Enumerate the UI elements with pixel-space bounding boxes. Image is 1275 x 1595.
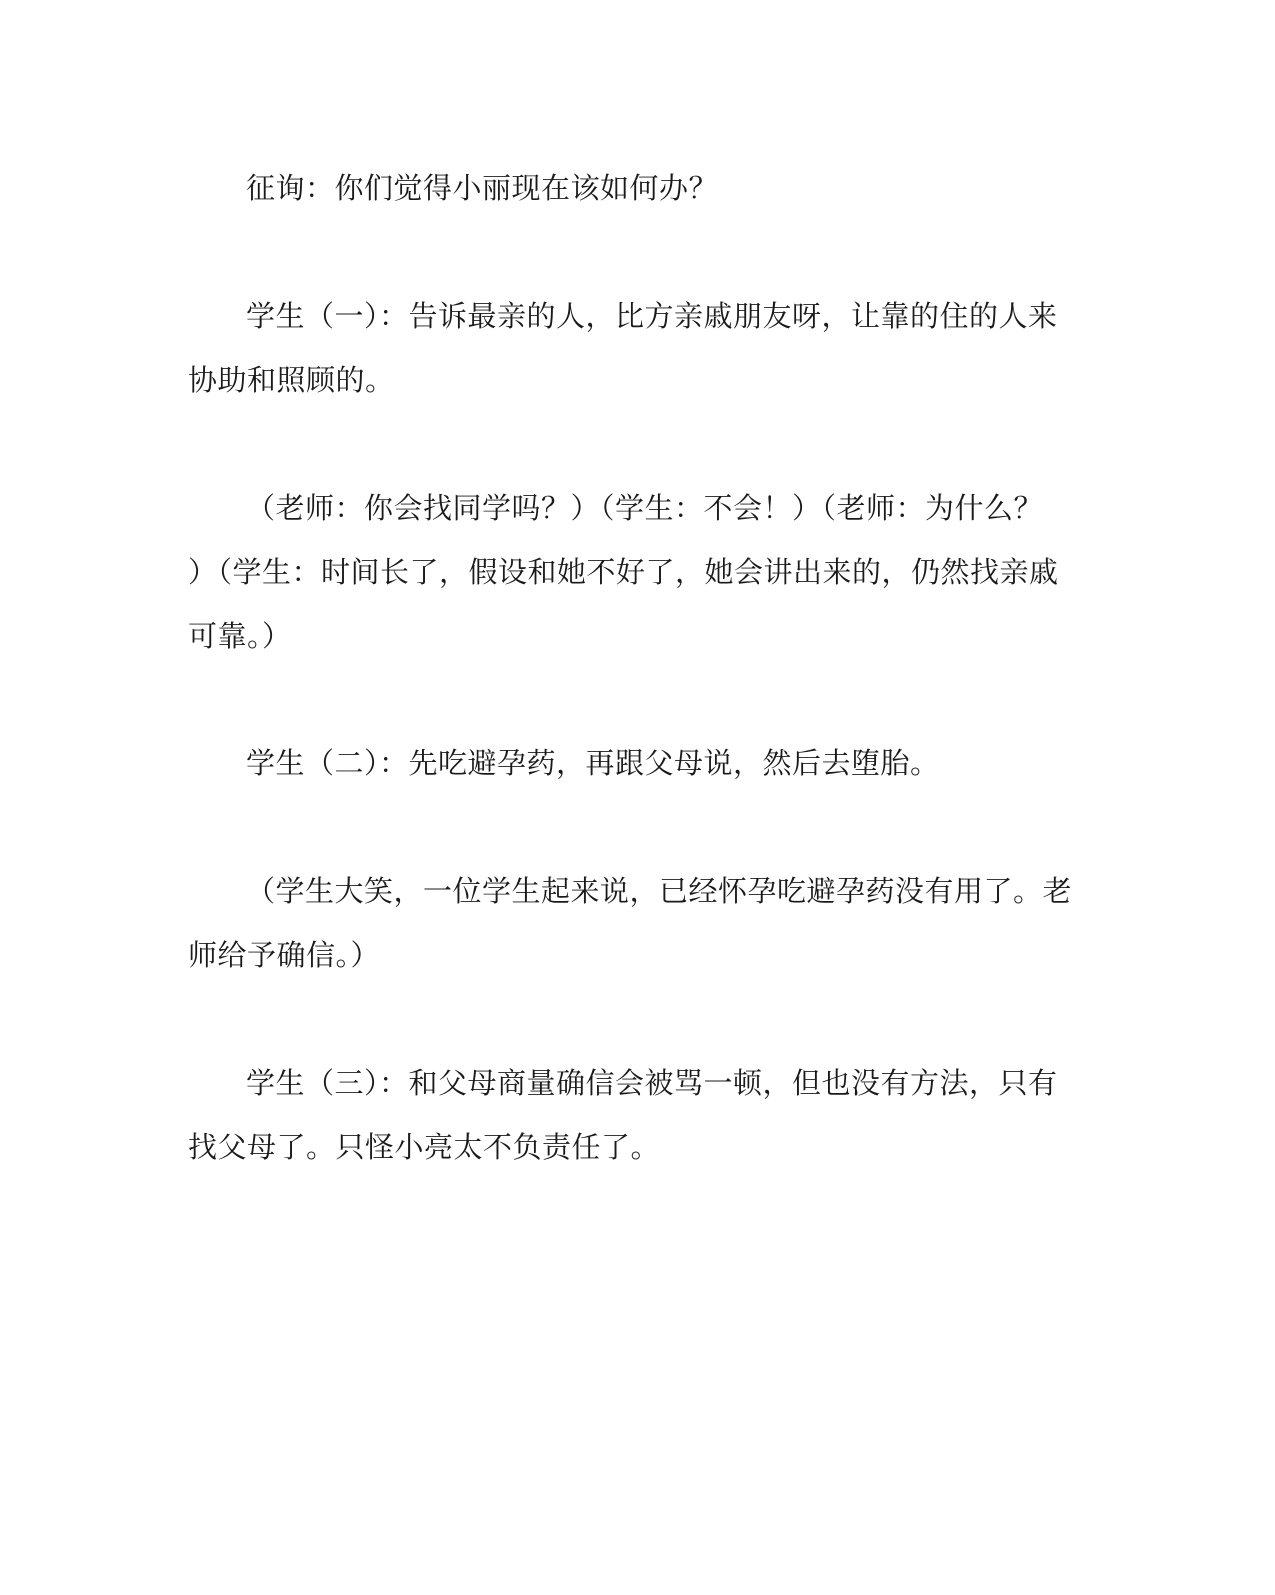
paragraph-dialogue-line2: ）（学生：时间长了，假设和她不好了，她会讲出来的，仍然找亲戚 <box>188 555 1059 589</box>
paragraph-student-two: 学生（二）：先吃避孕药，再跟父母说，然后去堕胎。 <box>246 746 940 780</box>
paragraph-student-three-line2: 找父母了。只怪小亮太不负责任了。 <box>188 1130 661 1164</box>
paragraph-question: 征询：你们觉得小丽现在该如何办？ <box>246 171 719 205</box>
paragraph-student-one-line1: 学生（一）：告诉最亲的人，比方亲戚朋友呀，让靠的住的人来 <box>246 299 1058 333</box>
paragraph-reaction-line2: 师给予确信。） <box>188 938 381 972</box>
paragraph-student-one-line2: 协助和照顾的。 <box>188 363 395 397</box>
paragraph-dialogue-line1: （老师：你会找同学吗？）（学生：不会！）（老师：为什么？ <box>246 491 1044 525</box>
paragraph-reaction-line1: （学生大笑，一位学生起来说，已经怀孕吃避孕药没有用了。老 <box>246 874 1073 908</box>
paragraph-student-three-line1: 学生（三）：和父母商量确信会被骂一顿，但也没有方法，只有 <box>246 1066 1058 1100</box>
paragraph-dialogue-line3: 可靠。） <box>188 619 292 653</box>
